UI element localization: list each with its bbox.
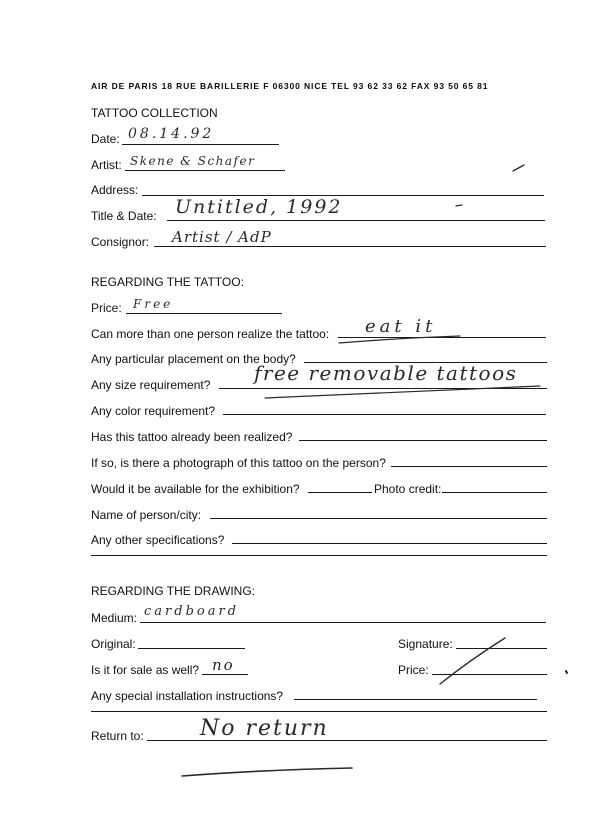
title-date-value[interactable]: Untitled, 1992 (175, 196, 343, 218)
other-specs-line[interactable] (232, 543, 547, 544)
gallery-header: AIR DE PARIS 18 RUE BARILLERIE F 06300 NICE TEL 93 62 33 62 FAX 93 50 65 81 (91, 81, 489, 91)
tattoo-price-line (126, 313, 282, 314)
exhibition-label: Would it be available for the exhibition? (91, 482, 300, 496)
artist-value[interactable]: Skene & Schafer (130, 154, 256, 168)
placement-label: Any particular placement on the body? (91, 352, 296, 366)
return-to-label: Return to: (91, 729, 144, 743)
tattoo-section-heading: REGARDING THE TATTOO: (91, 275, 244, 289)
realize-line (338, 337, 546, 338)
color-line[interactable] (223, 414, 546, 415)
original-label: Original: (91, 637, 136, 651)
other-specs-label: Any other specifications? (91, 533, 225, 547)
date-label: Date: (91, 132, 120, 146)
for-sale-label: Is it for sale as well? (91, 663, 200, 677)
tattoo-price-label: Price: (91, 301, 122, 315)
realized-label: Has this tattoo already been realized? (91, 430, 293, 444)
photo-credit-label: Photo credit: (374, 482, 442, 496)
drawing-section-heading: REGARDING THE DRAWING: (91, 584, 256, 598)
return-to-value[interactable]: No return (200, 716, 329, 741)
size-label: Any size requirement? (91, 378, 211, 392)
installation-line-2[interactable] (91, 711, 547, 712)
signature-label: Signature: (398, 637, 453, 651)
artist-line (125, 170, 285, 171)
tattoo-price-value[interactable]: Free (133, 297, 174, 311)
drawing-price-line[interactable] (432, 674, 547, 675)
for-sale-line (202, 674, 248, 675)
address-label: Address: (91, 183, 139, 197)
form-title: TATTOO COLLECTION (91, 106, 218, 120)
date-line (122, 144, 279, 145)
signature-line[interactable] (456, 648, 547, 649)
realize-label: Can more than one person realize the tattoo: (91, 327, 330, 341)
other-specs-line-2[interactable] (91, 555, 547, 556)
color-label: Any color requirement? (91, 404, 216, 418)
for-sale-value[interactable]: no (212, 656, 235, 674)
title-date-label: Title & Date: (91, 209, 157, 223)
consignor-label: Consignor: (91, 235, 150, 249)
name-city-line[interactable] (210, 518, 547, 519)
date-value[interactable]: 08.14.92 (128, 126, 215, 142)
installation-label: Any special installation instructions? (91, 689, 284, 703)
photo-credit-line[interactable] (442, 492, 547, 493)
consignor-value[interactable]: Artist / AdP (172, 228, 272, 246)
medium-label: Medium: (91, 611, 138, 625)
size-value[interactable]: free removable tattoos (254, 361, 518, 385)
consignor-line (154, 246, 546, 247)
title-date-line (167, 220, 545, 221)
artist-label: Artist: (91, 158, 122, 172)
exhibition-line[interactable] (308, 492, 372, 493)
original-line[interactable] (138, 648, 245, 649)
realized-line[interactable] (299, 440, 547, 441)
realize-value[interactable]: eat it (365, 316, 437, 337)
size-line (219, 388, 547, 389)
name-city-label: Name of person/city: (91, 508, 202, 522)
medium-value[interactable]: cardboard (144, 604, 240, 619)
photograph-line[interactable] (391, 466, 547, 467)
installation-line[interactable] (294, 699, 537, 700)
medium-line (140, 622, 546, 623)
photograph-label: If so, is there a photograph of this tattoo on the person? (91, 456, 386, 470)
drawing-price-label: Price: (398, 663, 429, 677)
